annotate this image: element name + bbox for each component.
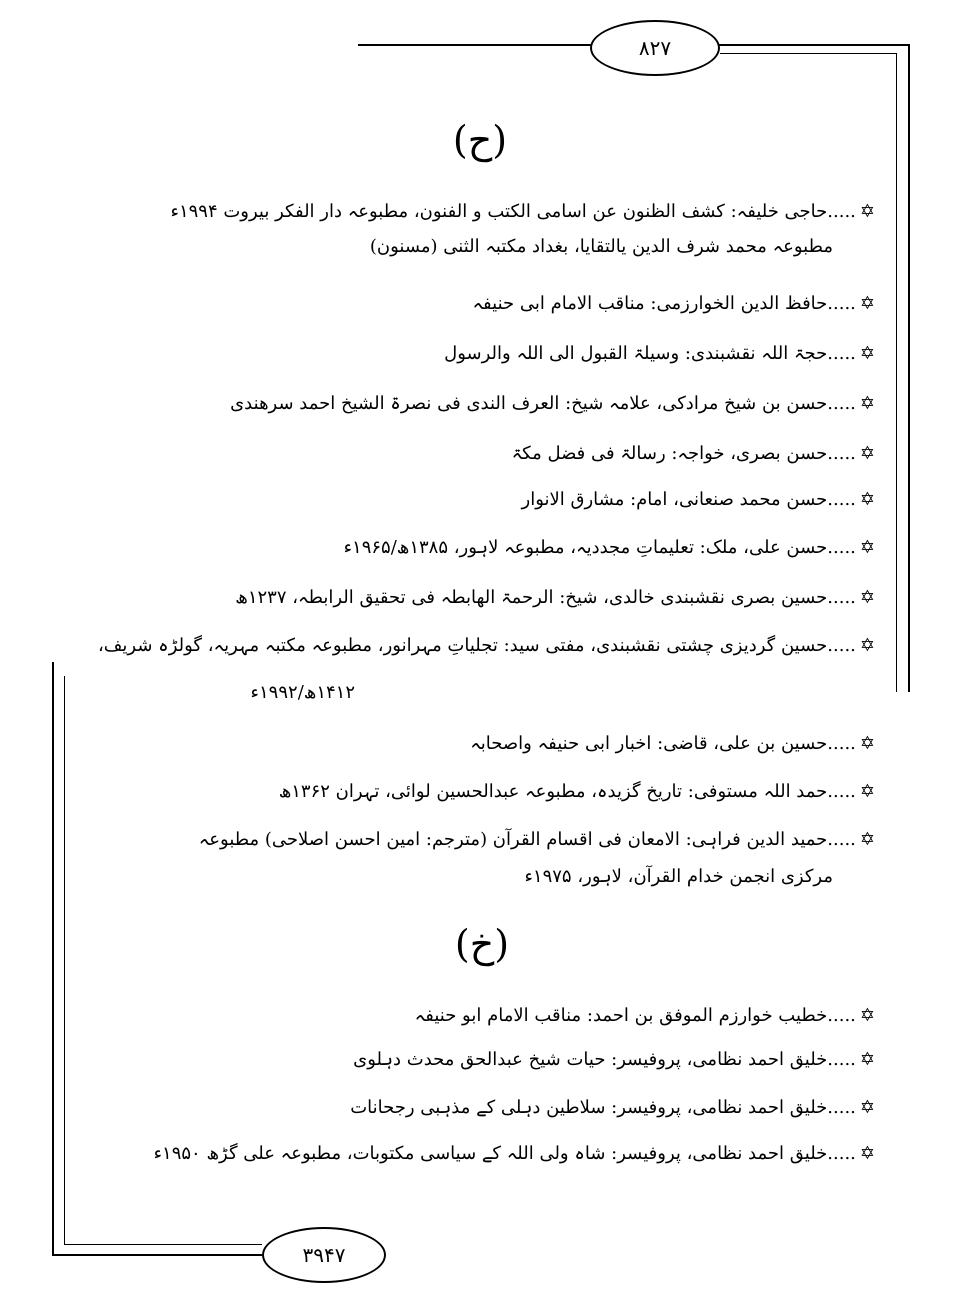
frame-right-line-inner xyxy=(896,53,897,692)
star-bullet-icon: ✡ xyxy=(859,393,875,414)
entry-text: حسن بصری، خواجہ: رسالۃ فی فضل مکۃ xyxy=(511,443,828,464)
star-bullet-icon: ✡ xyxy=(859,443,875,464)
entry-text: حسن علی، ملک: تعلیماتِ مجددیہ، مطبوعہ لاہور، ۱۳۸۵ھ/۱۹۶۵ء xyxy=(343,537,828,558)
entry-text: حسین بن علی، قاضی: اخبار ابی حنیفہ واصحابہ xyxy=(470,733,828,754)
frame-bottom-line xyxy=(52,1254,262,1256)
list-item xyxy=(95,1000,875,1032)
leader-dots: ..... xyxy=(827,343,856,364)
entry-text: حسین گردیزی چشتی نقشبندی، مفتی سید: تجلیاتِ مہرانور، مطبوعہ مکتبہ مہریہ، گولڑہ شریف، xyxy=(97,635,828,656)
leader-dots: ..... xyxy=(827,537,856,558)
entry-text: حجۃ اللہ نقشبندی: وسیلۃ القبول الی اللہ والرسول xyxy=(444,343,828,364)
leader-dots: ..... xyxy=(827,781,856,802)
entry-text: حسن بن شیخ مرادکی، علامہ شیخ: العرف الندی فی نصرۃ الشیخ احمد سرھندی xyxy=(230,393,828,414)
entry-text: خلیق احمد نظامی، پروفیسر: سلاطین دہلی کے مذہبی رجحانات xyxy=(350,1097,828,1118)
leader-dots: ..... xyxy=(827,201,856,222)
star-bullet-icon: ✡ xyxy=(859,1097,875,1118)
footer-page-number-text: ۳۹۴۷ xyxy=(302,1243,346,1267)
leader-dots: ..... xyxy=(827,1005,856,1026)
list-item xyxy=(95,776,875,808)
list-item xyxy=(95,288,875,320)
star-bullet-icon: ✡ xyxy=(859,829,875,850)
star-bullet-icon: ✡ xyxy=(859,293,875,314)
star-bullet-icon: ✡ xyxy=(859,1049,875,1070)
entry-text: حاجی خلیفہ: کشف الظنون عن اسامی الکتب و الفنون، مطبوعہ دار الفکر بیروت ۱۹۹۴ء xyxy=(170,201,828,222)
list-item xyxy=(95,824,875,856)
leader-dots: ..... xyxy=(827,587,856,608)
star-bullet-icon: ✡ xyxy=(859,537,875,558)
list-item xyxy=(95,388,875,420)
list-item xyxy=(95,196,875,228)
list-item xyxy=(95,728,875,760)
frame-bottom-line-inner xyxy=(64,1244,262,1245)
entry-text: حسین بصری نقشبندی خالدی، شیخ: الرحمۃ الھابطہ فی تحقیق الرابطہ، ۱۲۳۷ھ xyxy=(235,587,828,608)
header-page-number xyxy=(590,20,720,76)
header-page-number-text: ۸۲۷ xyxy=(638,36,672,60)
star-bullet-icon: ✡ xyxy=(859,733,875,754)
footer-page-number xyxy=(262,1227,386,1283)
leader-dots: ..... xyxy=(827,733,856,754)
list-item xyxy=(95,1138,875,1170)
list-item xyxy=(95,438,875,470)
leader-dots: ..... xyxy=(827,293,856,314)
list-item xyxy=(95,630,875,662)
star-bullet-icon: ✡ xyxy=(859,1143,875,1164)
leader-dots: ..... xyxy=(827,829,856,850)
section-title-khay: (خ) xyxy=(454,922,510,966)
star-bullet-icon: ✡ xyxy=(859,587,875,608)
leader-dots: ..... xyxy=(827,1049,856,1070)
star-bullet-icon: ✡ xyxy=(859,489,875,510)
entry-text: خطیب خوارزم الموفق بن احمد: مناقب الامام ابو حنیفہ xyxy=(414,1005,828,1026)
list-item xyxy=(95,582,875,614)
leader-dots: ..... xyxy=(827,1097,856,1118)
entry-continuation: مرکزی انجمن خدام القرآن، لاہور، ۱۹۷۵ء xyxy=(524,866,833,887)
frame-right-line-outer xyxy=(908,44,910,692)
frame-left-line-outer xyxy=(52,662,54,1256)
entry-text: خلیق احمد نظامی، پروفیسر: شاہ ولی اللہ کے سیاسی مکتوبات، مطبوعہ علی گڑھ ۱۹۵۰ء xyxy=(153,1143,828,1164)
star-bullet-icon: ✡ xyxy=(859,1005,875,1026)
leader-dots: ..... xyxy=(827,393,856,414)
entry-text: خلیق احمد نظامی، پروفیسر: حیات شیخ عبدالحق محدث دہلوی xyxy=(353,1049,828,1070)
entry-text: حسن محمد صنعانی، امام: مشارق الانوار xyxy=(521,489,828,510)
list-item xyxy=(95,1092,875,1124)
frame-left-line-inner xyxy=(64,676,65,1244)
entry-text: حافظ الدین الخوارزمی: مناقب الامام ابی حنیفہ xyxy=(472,293,828,314)
star-bullet-icon: ✡ xyxy=(859,781,875,802)
leader-dots: ..... xyxy=(827,489,856,510)
leader-dots: ..... xyxy=(827,443,856,464)
leader-dots: ..... xyxy=(827,1143,856,1164)
list-item xyxy=(95,484,875,516)
list-item xyxy=(95,1044,875,1076)
section-title-hay: (ح) xyxy=(452,118,508,162)
list-item xyxy=(95,338,875,370)
list-item xyxy=(95,532,875,564)
star-bullet-icon: ✡ xyxy=(859,343,875,364)
leader-dots: ..... xyxy=(827,635,856,656)
star-bullet-icon: ✡ xyxy=(859,201,875,222)
star-bullet-icon: ✡ xyxy=(859,635,875,656)
entry-text: حمید الدین فراہی: الامعان فی اقسام القرآن (مترجم: امین احسن اصلاحی) مطبوعہ xyxy=(198,829,828,850)
entry-text: حمد اللہ مستوفی: تاریخ گزیدہ، مطبوعہ عبدالحسین لوائی، تہران ۱۳۶۲ھ xyxy=(278,781,828,802)
entry-continuation: مطبوعہ محمد شرف الدین یالتقایا، بغداد مکتبہ الثنی (مسنون) xyxy=(369,236,833,257)
frame-top-line-inner xyxy=(720,53,896,54)
entry-continuation: ۱۴۱۲ھ/۱۹۹۲ء xyxy=(250,682,355,703)
